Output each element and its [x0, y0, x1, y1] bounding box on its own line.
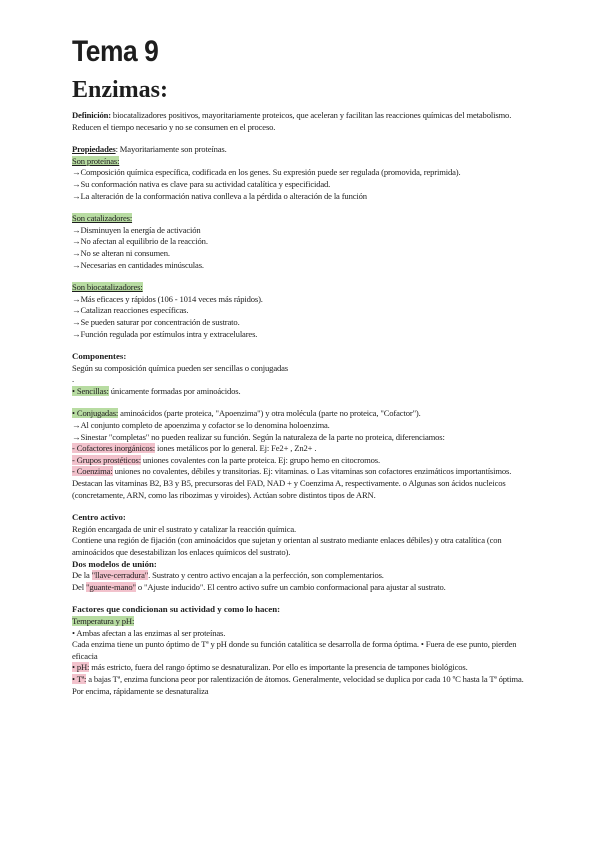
modelo-llave-post: . Sustrato y centro activo encajan a la perfección, son complementarios.	[148, 570, 384, 581]
centro-line-1: Región encargada de unir el sustrato y catalizar la reacción química.	[72, 523, 297, 534]
list-item: →Más eficaces y rápidos (106 - 1014 veces más rápidos).	[72, 293, 263, 304]
sencillas-text: únicamente formadas por aminoácidos.	[108, 385, 241, 396]
componentes-dot: .	[72, 374, 74, 385]
componentes-intro: Según su composición química pueden ser sencillas o conjugadas	[72, 362, 288, 373]
temperatura-highlight: • Tª:	[72, 673, 87, 684]
sencillas-line	[72, 386, 532, 398]
modelo-guante-pre: Del	[72, 581, 86, 592]
group-heading-proteinas: Son proteínas:	[72, 155, 120, 166]
coenzima-highlight: - Coenzima:	[72, 466, 113, 477]
list-item: →Disminuyen la energía de activación	[72, 224, 201, 235]
componentes-heading: Componentes:	[72, 351, 127, 362]
ph-text: más estricto, fuera del rango óptimo se desnaturalizan. Por ello es importante la presencia de tampones biológicos.	[89, 662, 468, 673]
ph-line	[72, 662, 532, 674]
coenzima-line	[72, 466, 532, 501]
list-item: →No se alteran ni consumen.	[72, 247, 170, 258]
prosteticos-line	[72, 455, 532, 467]
conjugadas-highlight: • Conjugadas:	[72, 408, 119, 419]
tema-heading: Tema 9	[72, 35, 159, 68]
modelos-heading: Dos modelos de unión:	[72, 558, 157, 569]
centro-heading: Centro activo:	[72, 512, 126, 523]
document-page	[72, 34, 532, 697]
cofactores-highlight: - Cofactores inorgánicos:	[72, 443, 155, 454]
conjugadas-text: aminoácidos (parte proteica, "Apoenzima") y otra molécula (parte no proteica, "Cofactor").	[118, 408, 421, 419]
definicion-text: biocatalizadores positivos, mayoritariamente proteicos, que aceleran y facilitan las reacciones químicas del metabolismo. Reducen el tiempo necesario y no se consumen en el proceso.	[72, 110, 512, 132]
cofactores-text: iones metálicos por lo general. Ej: Fe2+ , Zn2+ .	[154, 443, 317, 454]
prosteticos-highlight: - Grupos prostéticos:	[72, 454, 141, 465]
temperatura-ph-highlight: Temperatura y pH:	[72, 615, 135, 626]
list-item: →Su conformación nativa es clave para su actividad catalítica y especificidad.	[72, 178, 331, 189]
group-heading	[72, 156, 532, 168]
modelo-guante-post: o "Ajuste inducido". El centro activo sufre un cambio conformacional para ajustar al sustrato.	[135, 581, 446, 592]
apoenzima-line: →Al conjunto completo de apoenzima y cofactor se lo denomina holoenzima.	[72, 420, 330, 431]
group-heading-catalizadores: Son catalizadores:	[72, 213, 133, 224]
factores-heading: Factores que condicionan su actividad y como lo hacen:	[72, 604, 281, 615]
cofactores-line	[72, 443, 532, 455]
page-title: Enzimas:	[72, 77, 168, 103]
list-item: →No afectan al equilibrio de la reacción.	[72, 236, 208, 247]
list-item: →Composición química específica, codificada en los genes. Su expresión puede ser regulada (promovida, reprimida).	[72, 167, 461, 178]
sencillas-highlight: • Sencillas:	[72, 385, 109, 396]
list-item: →Necesarias en cantidades minúsculas.	[72, 259, 204, 270]
modelo-llave-highlight: "llave-cerradura"	[91, 570, 149, 581]
list-item: →Se pueden saturar por concentración de sustrato.	[72, 316, 240, 327]
centro-line-2: Contiene una región de fijación (con aminoácidos que sujetan y orientan al sustrato mediante enlaces débiles) y otra catalítica (con aminoácidos que desestabilizan los enlaces químicos del sustrato).	[72, 535, 502, 557]
group-heading	[72, 282, 532, 294]
list-item: →Catalizan reacciones específicas.	[72, 305, 189, 316]
prosteticos-text: uniones covalentes con la parte proteica. Ej: grupo hemo en citocromos.	[140, 454, 380, 465]
temperatura-text: a bajas Tª, enzima funciona peor por ralentización de átomos. Generalmente, velocidad se duplica por cada 10 ºC hasta la Tª óptima. Por encima, rápidamente se desnaturaliza	[72, 673, 524, 696]
modelo-llave-line	[72, 570, 532, 582]
definicion-paragraph	[72, 110, 532, 133]
propiedades-text: : Mayoritariamente son proteínas.	[115, 144, 227, 155]
propiedades-label: Propiedades	[72, 144, 116, 155]
conjugadas-line	[72, 408, 532, 420]
temperatura-line	[72, 674, 532, 697]
factores-subheading	[72, 616, 532, 628]
factores-line-2: Cada enzima tiene un punto óptimo de Tª y pH donde su función catalítica se desarrolla de forma óptima. • Fuera de ese punto, pierden eficacia	[72, 639, 517, 661]
coenzima-text: uniones no covalentes, débiles y transitorias. Ej: vitaminas. o Las vitaminas son cofactores enzimáticos importantísimos. Destacan las vitaminas B2, B3 y B5, precursoras del FAD, NAD + y Coenzima A, respectivamente. o Algunas son ácidos nucleicos (concretamente, ARN, como las ribozimas y viroides). Actúan sobre distintos tipos de ARN.	[72, 466, 512, 500]
group-heading-biocatalizadores: Son biocatalizadores:	[72, 282, 143, 293]
modelo-llave-pre: De la	[72, 570, 92, 581]
group-heading	[72, 213, 532, 225]
sinestar-line: →Sinestar "completas" no pueden realizar su función. Según la naturaleza de la parte no proteica, diferenciamos:	[72, 431, 445, 442]
list-item: →La alteración de la conformación nativa conlleva a la pérdida o alteración de la función	[72, 190, 367, 201]
ph-highlight: • pH:	[72, 662, 90, 673]
modelo-guante-highlight: "guante-mano"	[85, 581, 136, 592]
propiedades-paragraph	[72, 144, 532, 156]
list-item: →Función regulada por estímulos intra y extracelulares.	[72, 328, 258, 339]
factores-line-1: • Ambas afectan a las enzimas al ser proteínas.	[72, 627, 226, 638]
modelo-guante-line	[72, 582, 532, 594]
definicion-label: Definición:	[72, 110, 111, 120]
